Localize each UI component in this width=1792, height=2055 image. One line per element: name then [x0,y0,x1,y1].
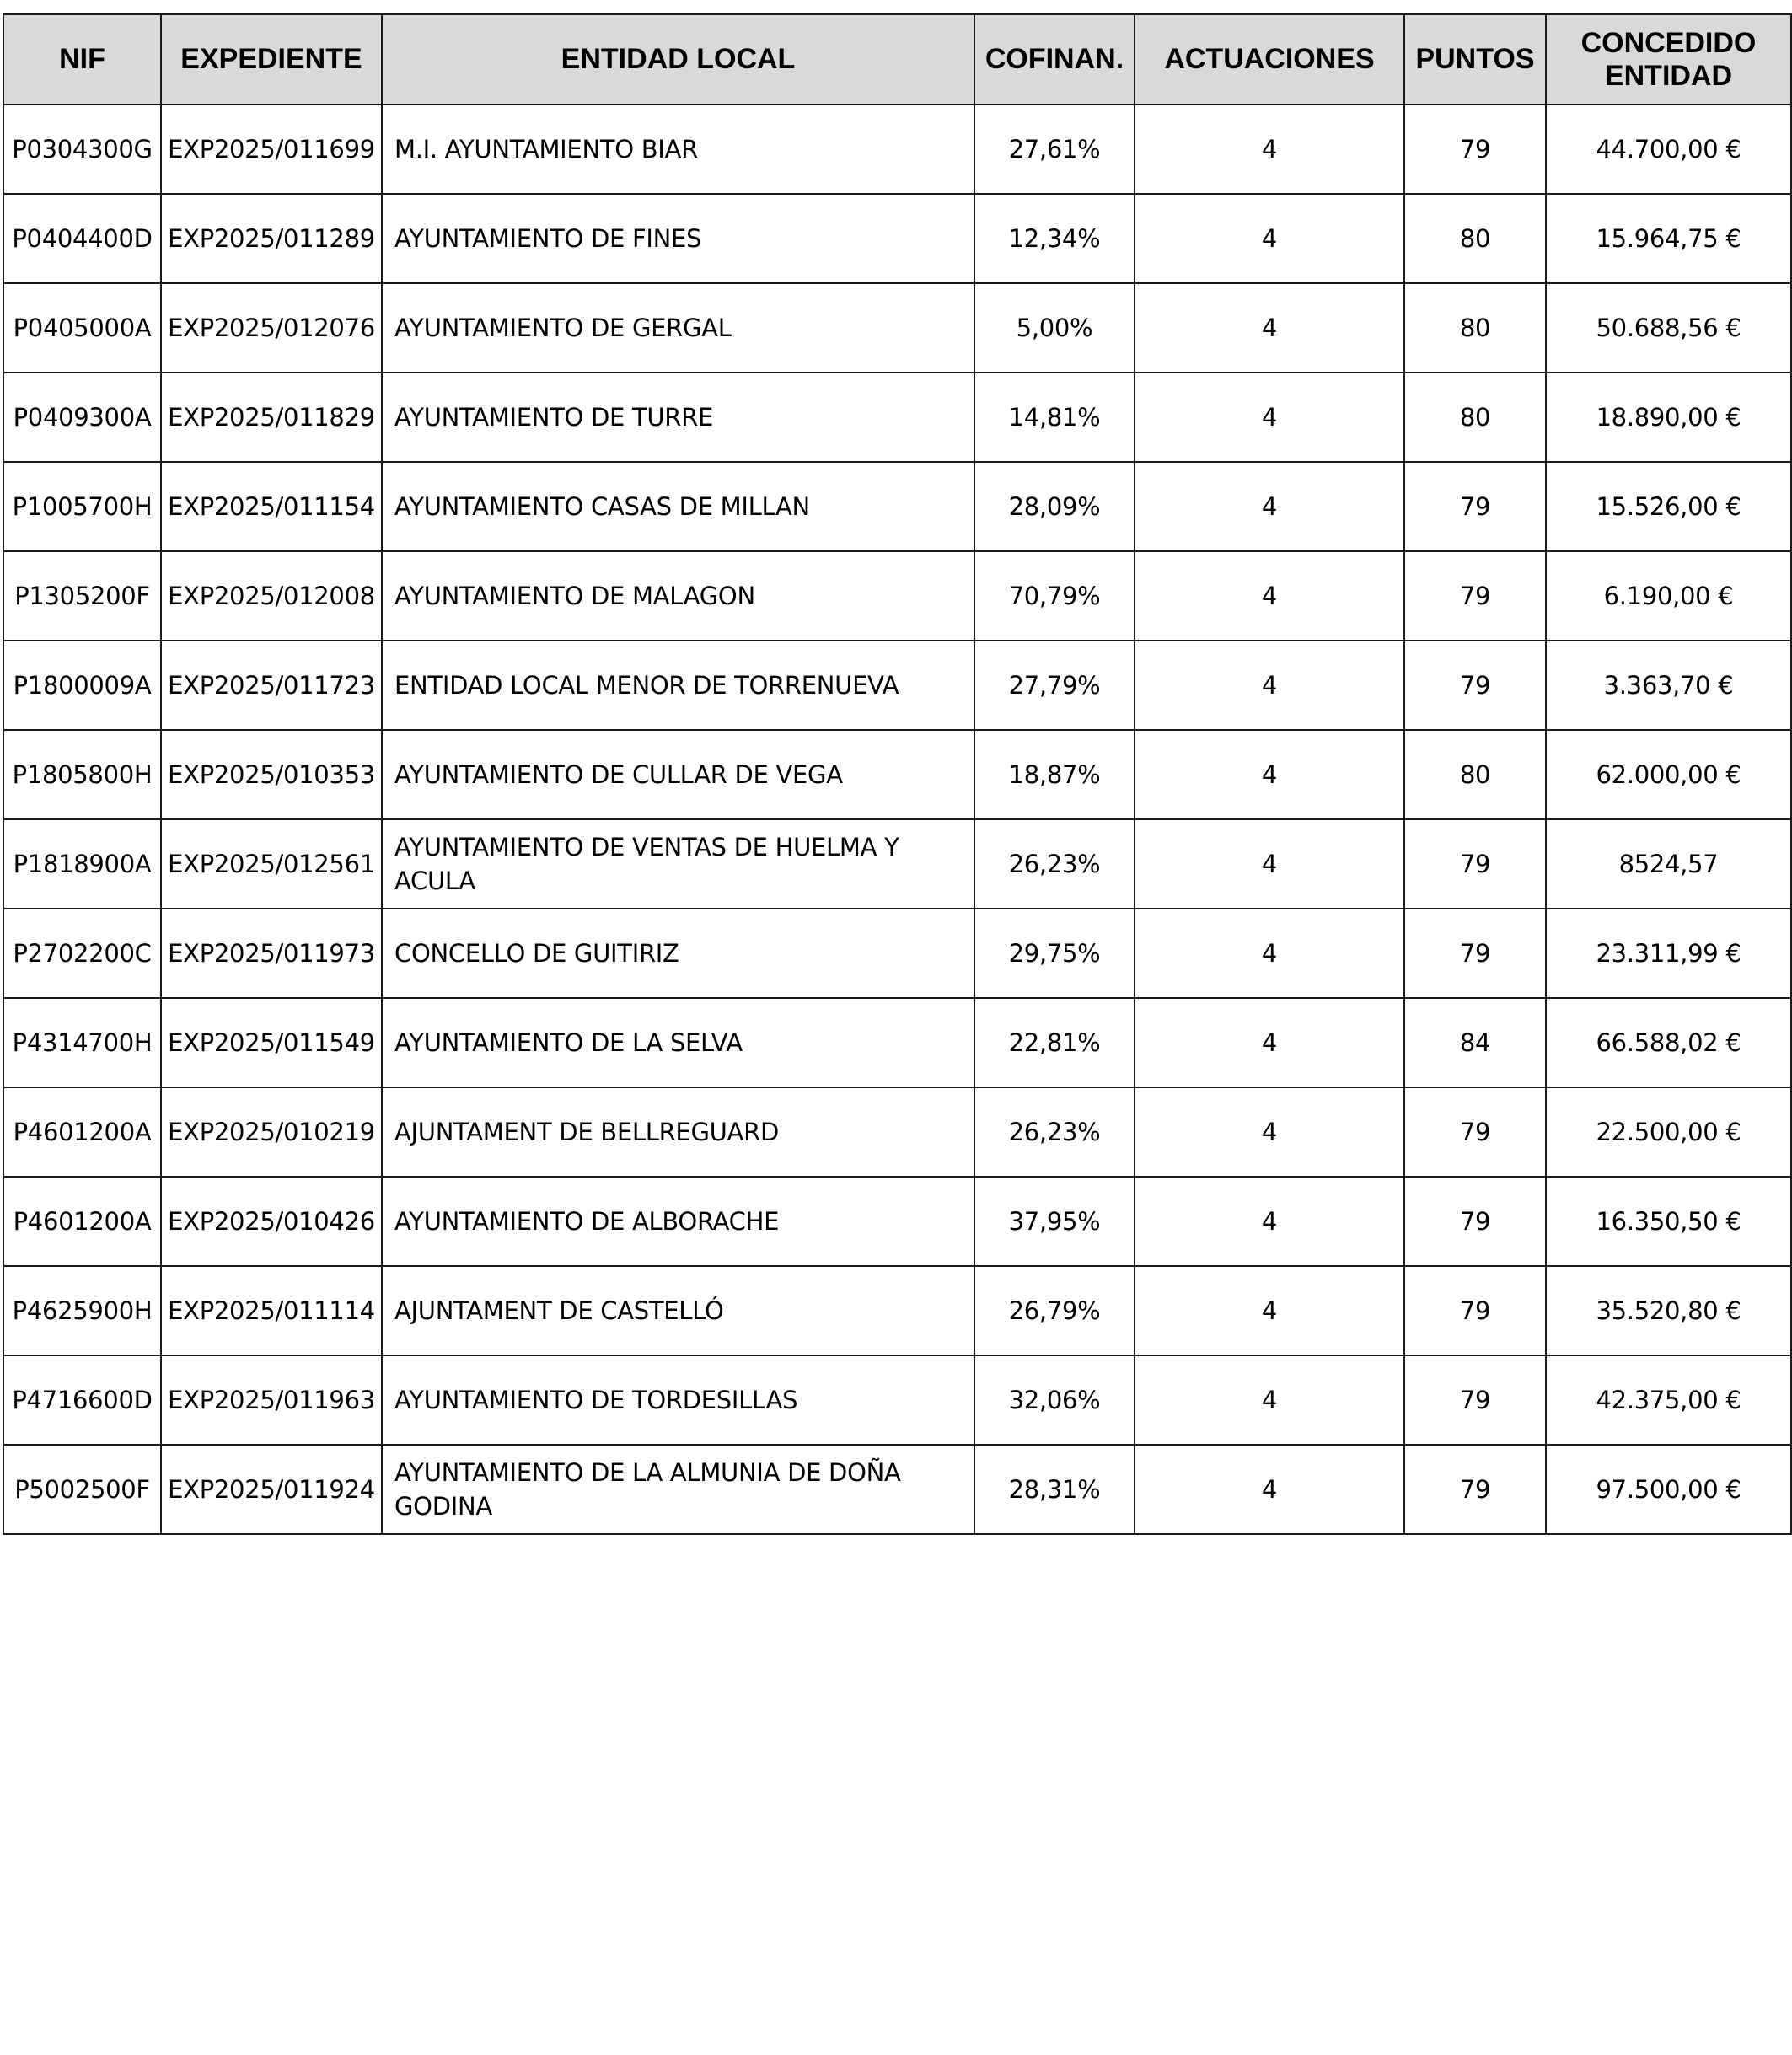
cell-cofinan: 32,06% [974,1355,1135,1445]
cell-nif: P4716600D [3,1355,161,1445]
cell-concedido-entidad: 22.500,00 € [1546,1087,1791,1177]
header-concedido-entidad: CONCEDIDO ENTIDAD [1546,14,1791,105]
cell-entidad-local: AJUNTAMENT DE CASTELLÓ [382,1266,974,1355]
cell-nif: P4314700H [3,998,161,1087]
cell-cofinan: 26,79% [974,1266,1135,1355]
cell-nif: P0409300A [3,373,161,462]
table-row [3,1266,1791,1355]
cell-actuaciones: 4 [1135,1177,1404,1266]
cell-puntos: 84 [1404,998,1546,1087]
cell-actuaciones: 4 [1135,283,1404,373]
table-row [3,373,1791,462]
cell-puntos: 80 [1404,283,1546,373]
cell-puntos: 79 [1404,1087,1546,1177]
cell-cofinan: 26,23% [974,819,1135,909]
cell-puntos: 79 [1404,1177,1546,1266]
header-row [3,14,1791,105]
cell-expediente: EXP2025/012008 [161,551,382,641]
cell-entidad-local: M.I. AYUNTAMIENTO BIAR [382,105,974,194]
header-puntos: PUNTOS [1404,14,1546,105]
cell-puntos: 79 [1404,819,1546,909]
cell-expediente: EXP2025/010219 [161,1087,382,1177]
cell-concedido-entidad: 35.520,80 € [1546,1266,1791,1355]
cell-cofinan: 14,81% [974,373,1135,462]
cell-nif: P5002500F [3,1445,161,1534]
table-row [3,819,1791,909]
cell-concedido-entidad: 3.363,70 € [1546,641,1791,730]
cell-expediente: EXP2025/011114 [161,1266,382,1355]
cell-actuaciones: 4 [1135,373,1404,462]
table-body [3,105,1791,1534]
cell-nif: P2702200C [3,909,161,998]
cell-concedido-entidad: 15.964,75 € [1546,194,1791,283]
table-row [3,1445,1791,1534]
cell-puntos: 79 [1404,1355,1546,1445]
cell-actuaciones: 4 [1135,641,1404,730]
cell-actuaciones: 4 [1135,194,1404,283]
table-row [3,105,1791,194]
cell-entidad-local: CONCELLO DE GUITIRIZ [382,909,974,998]
cell-puntos: 79 [1404,105,1546,194]
cell-concedido-entidad: 16.350,50 € [1546,1177,1791,1266]
cell-expediente: EXP2025/012076 [161,283,382,373]
cell-expediente: EXP2025/011829 [161,373,382,462]
cell-entidad-local: AYUNTAMIENTO CASAS DE MILLAN [382,462,974,551]
cell-puntos: 80 [1404,373,1546,462]
cell-concedido-entidad: 23.311,99 € [1546,909,1791,998]
cell-expediente: EXP2025/011963 [161,1355,382,1445]
cell-expediente: EXP2025/011549 [161,998,382,1087]
cell-nif: P1005700H [3,462,161,551]
cell-actuaciones: 4 [1135,1087,1404,1177]
table-row [3,283,1791,373]
cell-nif: P4625900H [3,1266,161,1355]
cell-concedido-entidad: 42.375,00 € [1546,1355,1791,1445]
cell-expediente: EXP2025/011973 [161,909,382,998]
cell-nif: P4601200A [3,1177,161,1266]
cell-expediente: EXP2025/010426 [161,1177,382,1266]
cell-expediente: EXP2025/011289 [161,194,382,283]
cell-entidad-local: AYUNTAMIENTO DE ALBORACHE [382,1177,974,1266]
cell-nif: P0304300G [3,105,161,194]
table-row [3,551,1791,641]
table-row [3,1177,1791,1266]
cell-puntos: 80 [1404,194,1546,283]
cell-entidad-local: AYUNTAMIENTO DE TORDESILLAS [382,1355,974,1445]
cell-puntos: 79 [1404,1445,1546,1534]
cell-actuaciones: 4 [1135,1355,1404,1445]
cell-nif: P0405000A [3,283,161,373]
cell-expediente: EXP2025/012561 [161,819,382,909]
cell-concedido-entidad: 97.500,00 € [1546,1445,1791,1534]
cell-nif: P0404400D [3,194,161,283]
cell-nif: P1800009A [3,641,161,730]
header-cofinan: COFINAN. [974,14,1135,105]
cell-cofinan: 18,87% [974,730,1135,819]
cell-concedido-entidad: 18.890,00 € [1546,373,1791,462]
cell-nif: P1305200F [3,551,161,641]
cell-expediente: EXP2025/011924 [161,1445,382,1534]
cell-concedido-entidad: 66.588,02 € [1546,998,1791,1087]
cell-cofinan: 70,79% [974,551,1135,641]
document-page [3,13,1792,1535]
table-header [3,14,1791,105]
cell-actuaciones: 4 [1135,730,1404,819]
cell-actuaciones: 4 [1135,1266,1404,1355]
header-entidad-local: ENTIDAD LOCAL [382,14,974,105]
cell-concedido-entidad: 44.700,00 € [1546,105,1791,194]
cell-entidad-local: ENTIDAD LOCAL MENOR DE TORRENUEVA [382,641,974,730]
cell-actuaciones: 4 [1135,551,1404,641]
cell-entidad-local: AJUNTAMENT DE BELLREGUARD [382,1087,974,1177]
cell-entidad-local: AYUNTAMIENTO DE GERGAL [382,283,974,373]
cell-cofinan: 26,23% [974,1087,1135,1177]
header-nif: NIF [3,14,161,105]
header-expediente: EXPEDIENTE [161,14,382,105]
header-actuaciones: ACTUACIONES [1135,14,1404,105]
cell-nif: P1818900A [3,819,161,909]
grant-table [3,13,1792,1535]
cell-puntos: 79 [1404,909,1546,998]
cell-expediente: EXP2025/011723 [161,641,382,730]
cell-puntos: 79 [1404,641,1546,730]
cell-nif: P4601200A [3,1087,161,1177]
cell-concedido-entidad: 15.526,00 € [1546,462,1791,551]
cell-puntos: 79 [1404,551,1546,641]
cell-puntos: 79 [1404,462,1546,551]
cell-actuaciones: 4 [1135,998,1404,1087]
cell-expediente: EXP2025/010353 [161,730,382,819]
cell-cofinan: 5,00% [974,283,1135,373]
table-row [3,909,1791,998]
cell-entidad-local: AYUNTAMIENTO DE CULLAR DE VEGA [382,730,974,819]
cell-cofinan: 28,09% [974,462,1135,551]
cell-expediente: EXP2025/011154 [161,462,382,551]
cell-cofinan: 37,95% [974,1177,1135,1266]
cell-puntos: 79 [1404,1266,1546,1355]
cell-concedido-entidad: 62.000,00 € [1546,730,1791,819]
cell-entidad-local: AYUNTAMIENTO DE TURRE [382,373,974,462]
table-row [3,641,1791,730]
table-row [3,1087,1791,1177]
cell-actuaciones: 4 [1135,1445,1404,1534]
cell-cofinan: 27,79% [974,641,1135,730]
cell-concedido-entidad: 8524,57 [1546,819,1791,909]
table-row [3,730,1791,819]
cell-entidad-local: AYUNTAMIENTO DE MALAGON [382,551,974,641]
table-row [3,462,1791,551]
cell-cofinan: 27,61% [974,105,1135,194]
cell-cofinan: 12,34% [974,194,1135,283]
table-row [3,194,1791,283]
cell-concedido-entidad: 50.688,56 € [1546,283,1791,373]
cell-entidad-local: AYUNTAMIENTO DE VENTAS DE HUELMA Y ACULA [382,819,974,909]
cell-cofinan: 29,75% [974,909,1135,998]
table-row [3,998,1791,1087]
cell-actuaciones: 4 [1135,909,1404,998]
cell-entidad-local: AYUNTAMIENTO DE FINES [382,194,974,283]
cell-expediente: EXP2025/011699 [161,105,382,194]
cell-concedido-entidad: 6.190,00 € [1546,551,1791,641]
cell-actuaciones: 4 [1135,819,1404,909]
cell-actuaciones: 4 [1135,105,1404,194]
cell-entidad-local: AYUNTAMIENTO DE LA ALMUNIA DE DOÑA GODINA [382,1445,974,1534]
cell-actuaciones: 4 [1135,462,1404,551]
cell-cofinan: 22,81% [974,998,1135,1087]
cell-puntos: 80 [1404,730,1546,819]
cell-entidad-local: AYUNTAMIENTO DE LA SELVA [382,998,974,1087]
table-row [3,1355,1791,1445]
cell-nif: P1805800H [3,730,161,819]
cell-cofinan: 28,31% [974,1445,1135,1534]
